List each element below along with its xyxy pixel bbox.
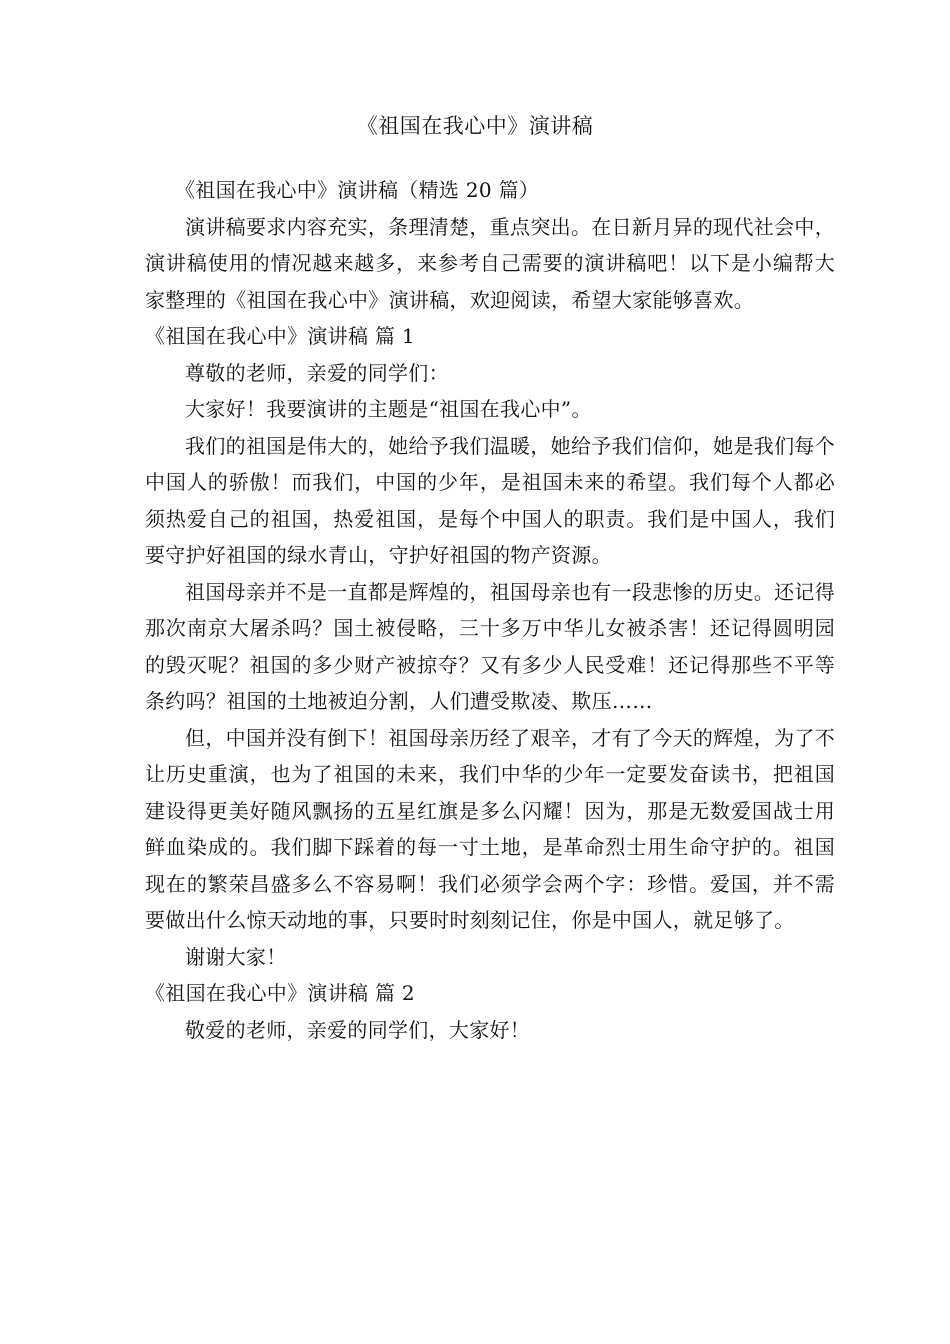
section-1-greeting: 尊敬的老师，亲爱的同学们：	[185, 360, 449, 385]
section-1-paragraph-3: 但，中国并没有倒下！祖国母亲历经了艰辛，才有了今天的辉煌，为了不让历史重演，也为了祖国的未来，我们中华的少年一定要发奋读书，把祖国建设得更美好随风飘扬的五星红旗是多么闪耀！因为，那是无数爱国战士用鲜血染成的。我们脚下踩着的每一寸土地，是革命烈士用生命守护的。祖国现在的繁荣昌盛多么不容易啊！我们必须学会两个字：珍惜。爱国，并不需要做出什么惊天动地的事，只要时时刻刻记住，你是中国人，就足够了。	[145, 725, 835, 932]
section-2-greeting: 敬爱的老师，亲爱的同学们，大家好！	[185, 1017, 531, 1042]
section-1-paragraph-1: 我们的祖国是伟大的，她给予我们温暖，她给予我们信仰，她是我们每个中国人的骄傲！而我们，中国的少年，是祖国未来的希望。我们每个人都必须热爱自己的祖国，热爱祖国，是每个中国人的职责。我们是中国人，我们要守护好祖国的绿水青山，守护好祖国的物产资源。	[145, 433, 835, 567]
section-2-heading: 《祖国在我心中》演讲稿 篇 2	[145, 981, 415, 1005]
section-1-opening: 大家好！我要演讲的主题是“祖国在我心中”。	[185, 397, 592, 421]
document-title: 《祖国在我心中》演讲稿	[356, 114, 594, 138]
section-1-heading: 《祖国在我心中》演讲稿 篇 1	[145, 324, 415, 348]
document-body	[145, 172, 835, 1048]
section-1-paragraph-2: 祖国母亲并不是一直都是辉煌的，祖国母亲也有一段悲惨的历史。还记得那次南京大屠杀吗？国土被侵略，三十多万中华儿女被杀害！还记得圆明园的毁灭呢？祖国的多少财产被掠夺？又有多少人民受难！还记得那些不平等条约吗？祖国的土地被迫分割，人们遭受欺凌、欺压……	[145, 579, 835, 713]
intro-paragraph: 演讲稿要求内容充实，条理清楚，重点突出。在日新月异的现代社会中，演讲稿使用的情况越来越多，来参考自己需要的演讲稿吧！以下是小编帮大家整理的《祖国在我心中》演讲稿，欢迎阅读，希望大家能够喜欢。	[145, 214, 835, 312]
section-1-closing: 谢谢大家！	[185, 944, 287, 969]
document-subtitle: 《祖国在我心中》演讲稿（精选 20 篇）	[175, 178, 540, 202]
